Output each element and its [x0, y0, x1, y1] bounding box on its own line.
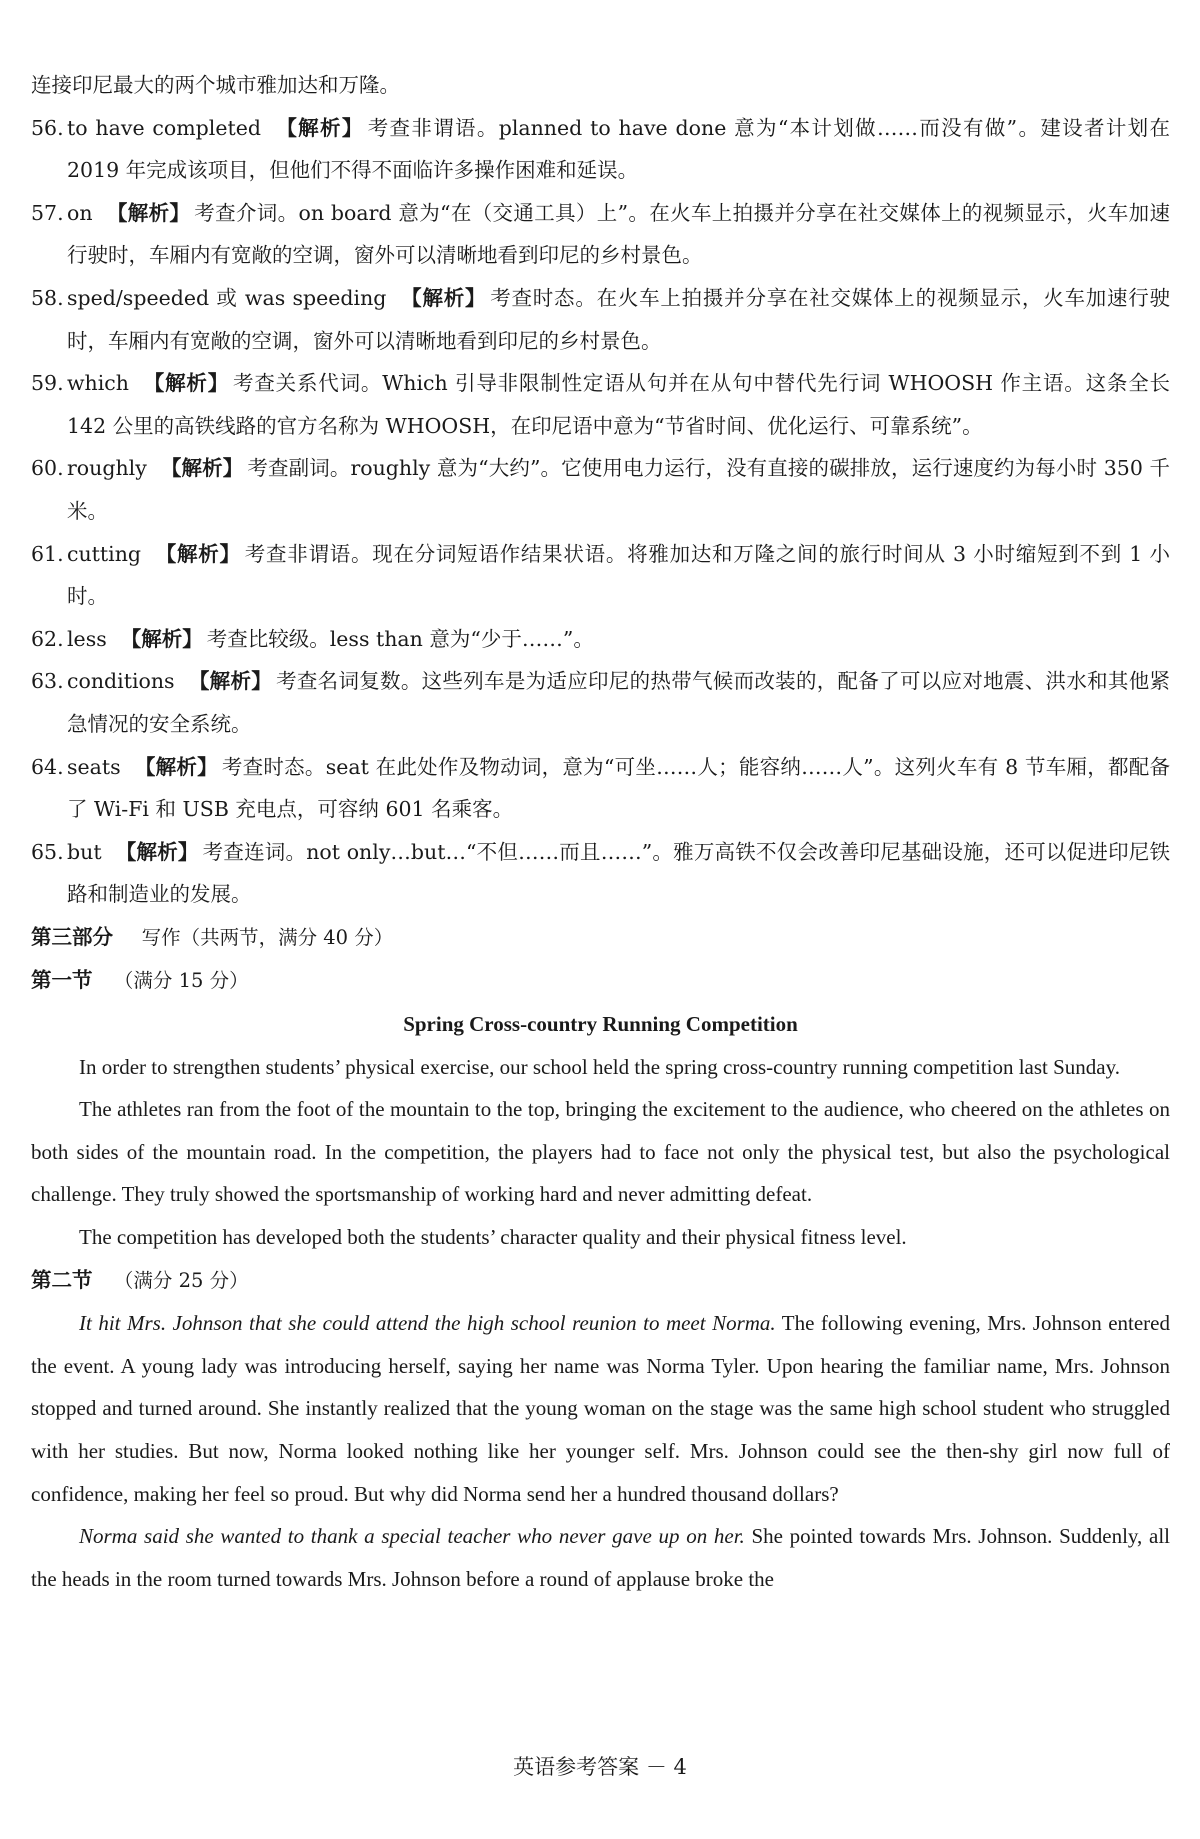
answer-number: 60. — [31, 456, 64, 481]
answer-number: 57. — [31, 200, 64, 225]
analysis-tag: 【解析】 — [155, 541, 241, 566]
section1-subtitle: （满分 15 分） — [113, 969, 249, 993]
analysis-text: 考查比较级。less than 意为“少于……”。 — [206, 626, 594, 651]
answer-item — [31, 618, 1170, 661]
answer-item — [31, 533, 1170, 618]
answer-text: on — [67, 200, 93, 225]
answer-item — [31, 447, 1170, 532]
analysis-tag: 【解析】 — [106, 200, 191, 225]
lead-line: 连接印尼最大的两个城市雅加达和万隆。 — [31, 73, 400, 97]
story-paragraph-2 — [31, 1515, 1170, 1600]
section1-title: 第一节 — [31, 968, 93, 993]
part3-heading — [31, 916, 1170, 960]
essay-title: Spring Cross-country Running Competition — [403, 1012, 798, 1037]
page-footer: 英语参考答案 － 4 — [513, 1755, 687, 1779]
section2-title: 第二节 — [31, 1267, 93, 1292]
analysis-tag: 【解析】 — [143, 371, 230, 396]
answer-text: sped/speeded 或 was speeding — [67, 285, 387, 310]
answer-text: but — [67, 839, 102, 864]
section2-heading — [31, 1259, 1170, 1303]
analysis-text: 考查关系代词。Which 引导非限制性定语从句并在从句中替代先行词 WHOOSH 作主语。这条全长 142 公里的高铁线路的官方名称为 WHOOSH，在印尼语中意为“节省时间、优化运行、可靠系统”。 — [67, 371, 1170, 438]
section2-subtitle: （满分 25 分） — [113, 1268, 249, 1292]
answer-number: 65. — [31, 839, 64, 864]
essay-paragraph-2: The athletes ran from the foot of the mountain to the top, bringing the excitement to the audience, who cheered on the athletes on both sides of the mountain road. In the competition, the players had to face not only the physical test, but also the psychological challenge. They truly showed the sportsmanship of working hard and never admitting defeat. — [31, 1097, 1170, 1207]
answer-text: roughly — [67, 456, 147, 481]
answer-number: 58. — [31, 285, 64, 310]
analysis-text: 考查时态。seat 在此处作及物动词，意为“可坐……人；能容纳……人”。这列火车有 8 节车厢，都配备了 Wi-Fi 和 USB 充电点，可容纳 601 名乘客。 — [67, 754, 1170, 822]
analysis-text: 考查名词复数。这些列车是为适应印尼的热带气候而改装的，配备了可以应对地震、洪水和其他紧急情况的安全系统。 — [67, 669, 1170, 736]
part3-subtitle: 写作（共两节，满分 40 分） — [141, 925, 394, 949]
answer-item — [31, 277, 1170, 362]
story-p1-lead: It hit Mrs. Johnson that she could attend the high school reunion to meet Norma. — [79, 1311, 776, 1336]
answer-number: 61. — [31, 541, 64, 566]
answer-item — [31, 746, 1170, 831]
answer-number: 56. — [31, 115, 64, 140]
essay-paragraph-1: In order to strengthen students’ physical exercise, our school held the spring cross-country running competition last Sunday. — [79, 1054, 1121, 1079]
analysis-tag: 【解析】 — [134, 754, 218, 779]
answer-item — [31, 107, 1170, 192]
answer-text: which — [67, 371, 129, 396]
analysis-text: 考查非谓语。planned to have done 意为“本计划做……而没有做”。建设者计划在 2019 年完成该项目，但他们不得不面临许多操作困难和延误。 — [67, 115, 1170, 183]
answer-number: 62. — [31, 626, 64, 651]
answer-item — [31, 831, 1170, 916]
analysis-tag: 【解析】 — [400, 285, 487, 310]
answer-item — [31, 192, 1170, 277]
answer-number: 64. — [31, 754, 64, 779]
analysis-tag: 【解析】 — [188, 669, 273, 694]
answer-number: 59. — [31, 371, 64, 396]
answer-item — [31, 362, 1170, 447]
answer-text: cutting — [67, 541, 142, 566]
answer-text: conditions — [67, 669, 175, 694]
answer-text: seats — [67, 754, 121, 779]
analysis-tag: 【解析】 — [275, 115, 364, 140]
analysis-text: 考查非谓语。现在分词短语作结果状语。将雅加达和万隆之间的旅行时间从 3 小时缩短到不到 1 小时。 — [67, 541, 1170, 609]
answer-text: to have completed — [67, 115, 261, 140]
answer-text: less — [67, 626, 107, 651]
answer-item — [31, 660, 1170, 745]
story-paragraph-1 — [31, 1302, 1170, 1515]
analysis-tag: 【解析】 — [115, 839, 199, 864]
answer-number: 63. — [31, 669, 64, 694]
analysis-text: 考查介词。on board 意为“在（交通工具）上”。在火车上拍摄并分享在社交媒体上的视频显示，火车加速行驶时，车厢内有宽敞的空调，窗外可以清晰地看到印尼的乡村景色。 — [67, 200, 1170, 268]
story-p2-lead: Norma said she wanted to thank a special teacher who never gave up on her. — [79, 1524, 745, 1549]
story-p1-body: The following evening, Mrs. Johnson entered the event. A young lady was introducing herself, saying her name was Norma Tyler. Upon hearing the familiar name, Mrs. Johnson stopped and turned around. She instantly realized that the young woman on the stage was the same high school student who struggled with her studies. But now, Norma looked nothing like her younger self. Mrs. Johnson could see the then-shy girl now full of confidence, making her feel so proud. But why did Norma send her a hundred thousand dollars? — [31, 1311, 1170, 1506]
essay-paragraph-3: The competition has developed both the students’ character quality and their physical fitness level. — [79, 1225, 907, 1250]
analysis-tag: 【解析】 — [160, 456, 244, 481]
analysis-text: 考查连词。not only…but…“不但……而且……”。雅万高铁不仅会改善印尼基础设施，还可以促进印尼铁路和制造业的发展。 — [67, 839, 1170, 907]
section1-heading — [31, 959, 1170, 1003]
answer-page — [31, 64, 1170, 1600]
analysis-tag: 【解析】 — [120, 626, 203, 651]
analysis-text: 考查时态。在火车上拍摄并分享在社交媒体上的视频显示，火车加速行驶时，车厢内有宽敞的空调，窗外可以清晰地看到印尼的乡村景色。 — [67, 285, 1170, 353]
answer-list — [31, 107, 1170, 916]
part3-title: 第三部分 — [31, 924, 113, 949]
analysis-text: 考查副词。roughly 意为“大约”。它使用电力运行，没有直接的碳排放，运行速度约为每小时 350 千米。 — [67, 456, 1170, 523]
story-p2-body: She pointed towards Mrs. Johnson. Suddenly, all the heads in the room turned towards Mrs. Johnson before a round of applause broke the — [31, 1524, 1170, 1591]
